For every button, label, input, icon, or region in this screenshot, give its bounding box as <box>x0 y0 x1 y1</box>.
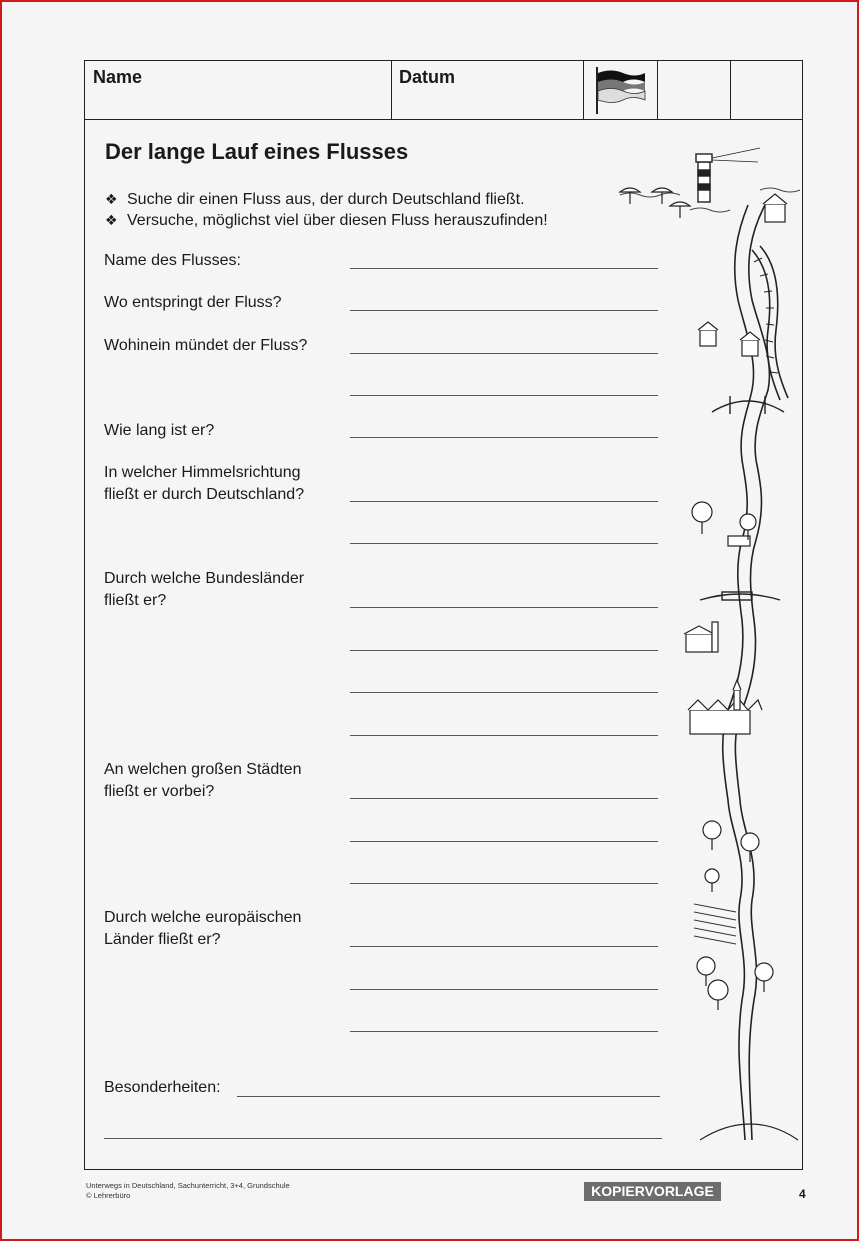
question-special: Besonderheiten: <box>104 1079 221 1096</box>
page-title: Der lange Lauf eines Flusses <box>105 139 409 164</box>
instruction-text: Suche dir einen Fluss aus, der durch Deutschland fließt. <box>127 191 525 208</box>
question-mouth: Wohinein mündet der Fluss? <box>104 337 308 354</box>
question-cities: An welchen großen Städten fließt er vorbei? <box>104 761 302 800</box>
question-river-name: Name des Flusses: <box>104 252 241 269</box>
instruction-item: ❖ Suche dir einen Fluss aus, der durch Deutschland fließt. <box>105 191 525 208</box>
question-length: Wie lang ist er? <box>104 422 215 439</box>
question-states: Durch welche Bundesländer fließt er? <box>104 570 305 609</box>
kopiervorlage-badge: KOPIERVORLAGE <box>584 1182 721 1201</box>
instruction-item: ❖ Versuche, möglichst viel über diesen Fluss herauszufinden! <box>105 212 548 229</box>
name-label: Name <box>93 67 143 87</box>
footer-source <box>86 1181 290 1201</box>
question-countries: Durch welche europäischen Länder fließt er? <box>104 909 302 948</box>
footer-source-line: Unterwegs in Deutschland, Sachunterricht, 3+4, Grundschule <box>86 1181 290 1190</box>
question-source: Wo entspringt der Fluss? <box>104 294 282 311</box>
page-number: 4 <box>799 1187 806 1201</box>
footer-copyright: © Lehrerbüro <box>86 1191 131 1200</box>
question-direction: In welcher Himmelsrichtung fließt er durch Deutschland? <box>104 464 305 503</box>
datum-label: Datum <box>399 67 456 87</box>
instruction-text: Versuche, möglichst viel über diesen Fluss herauszufinden! <box>127 212 548 229</box>
